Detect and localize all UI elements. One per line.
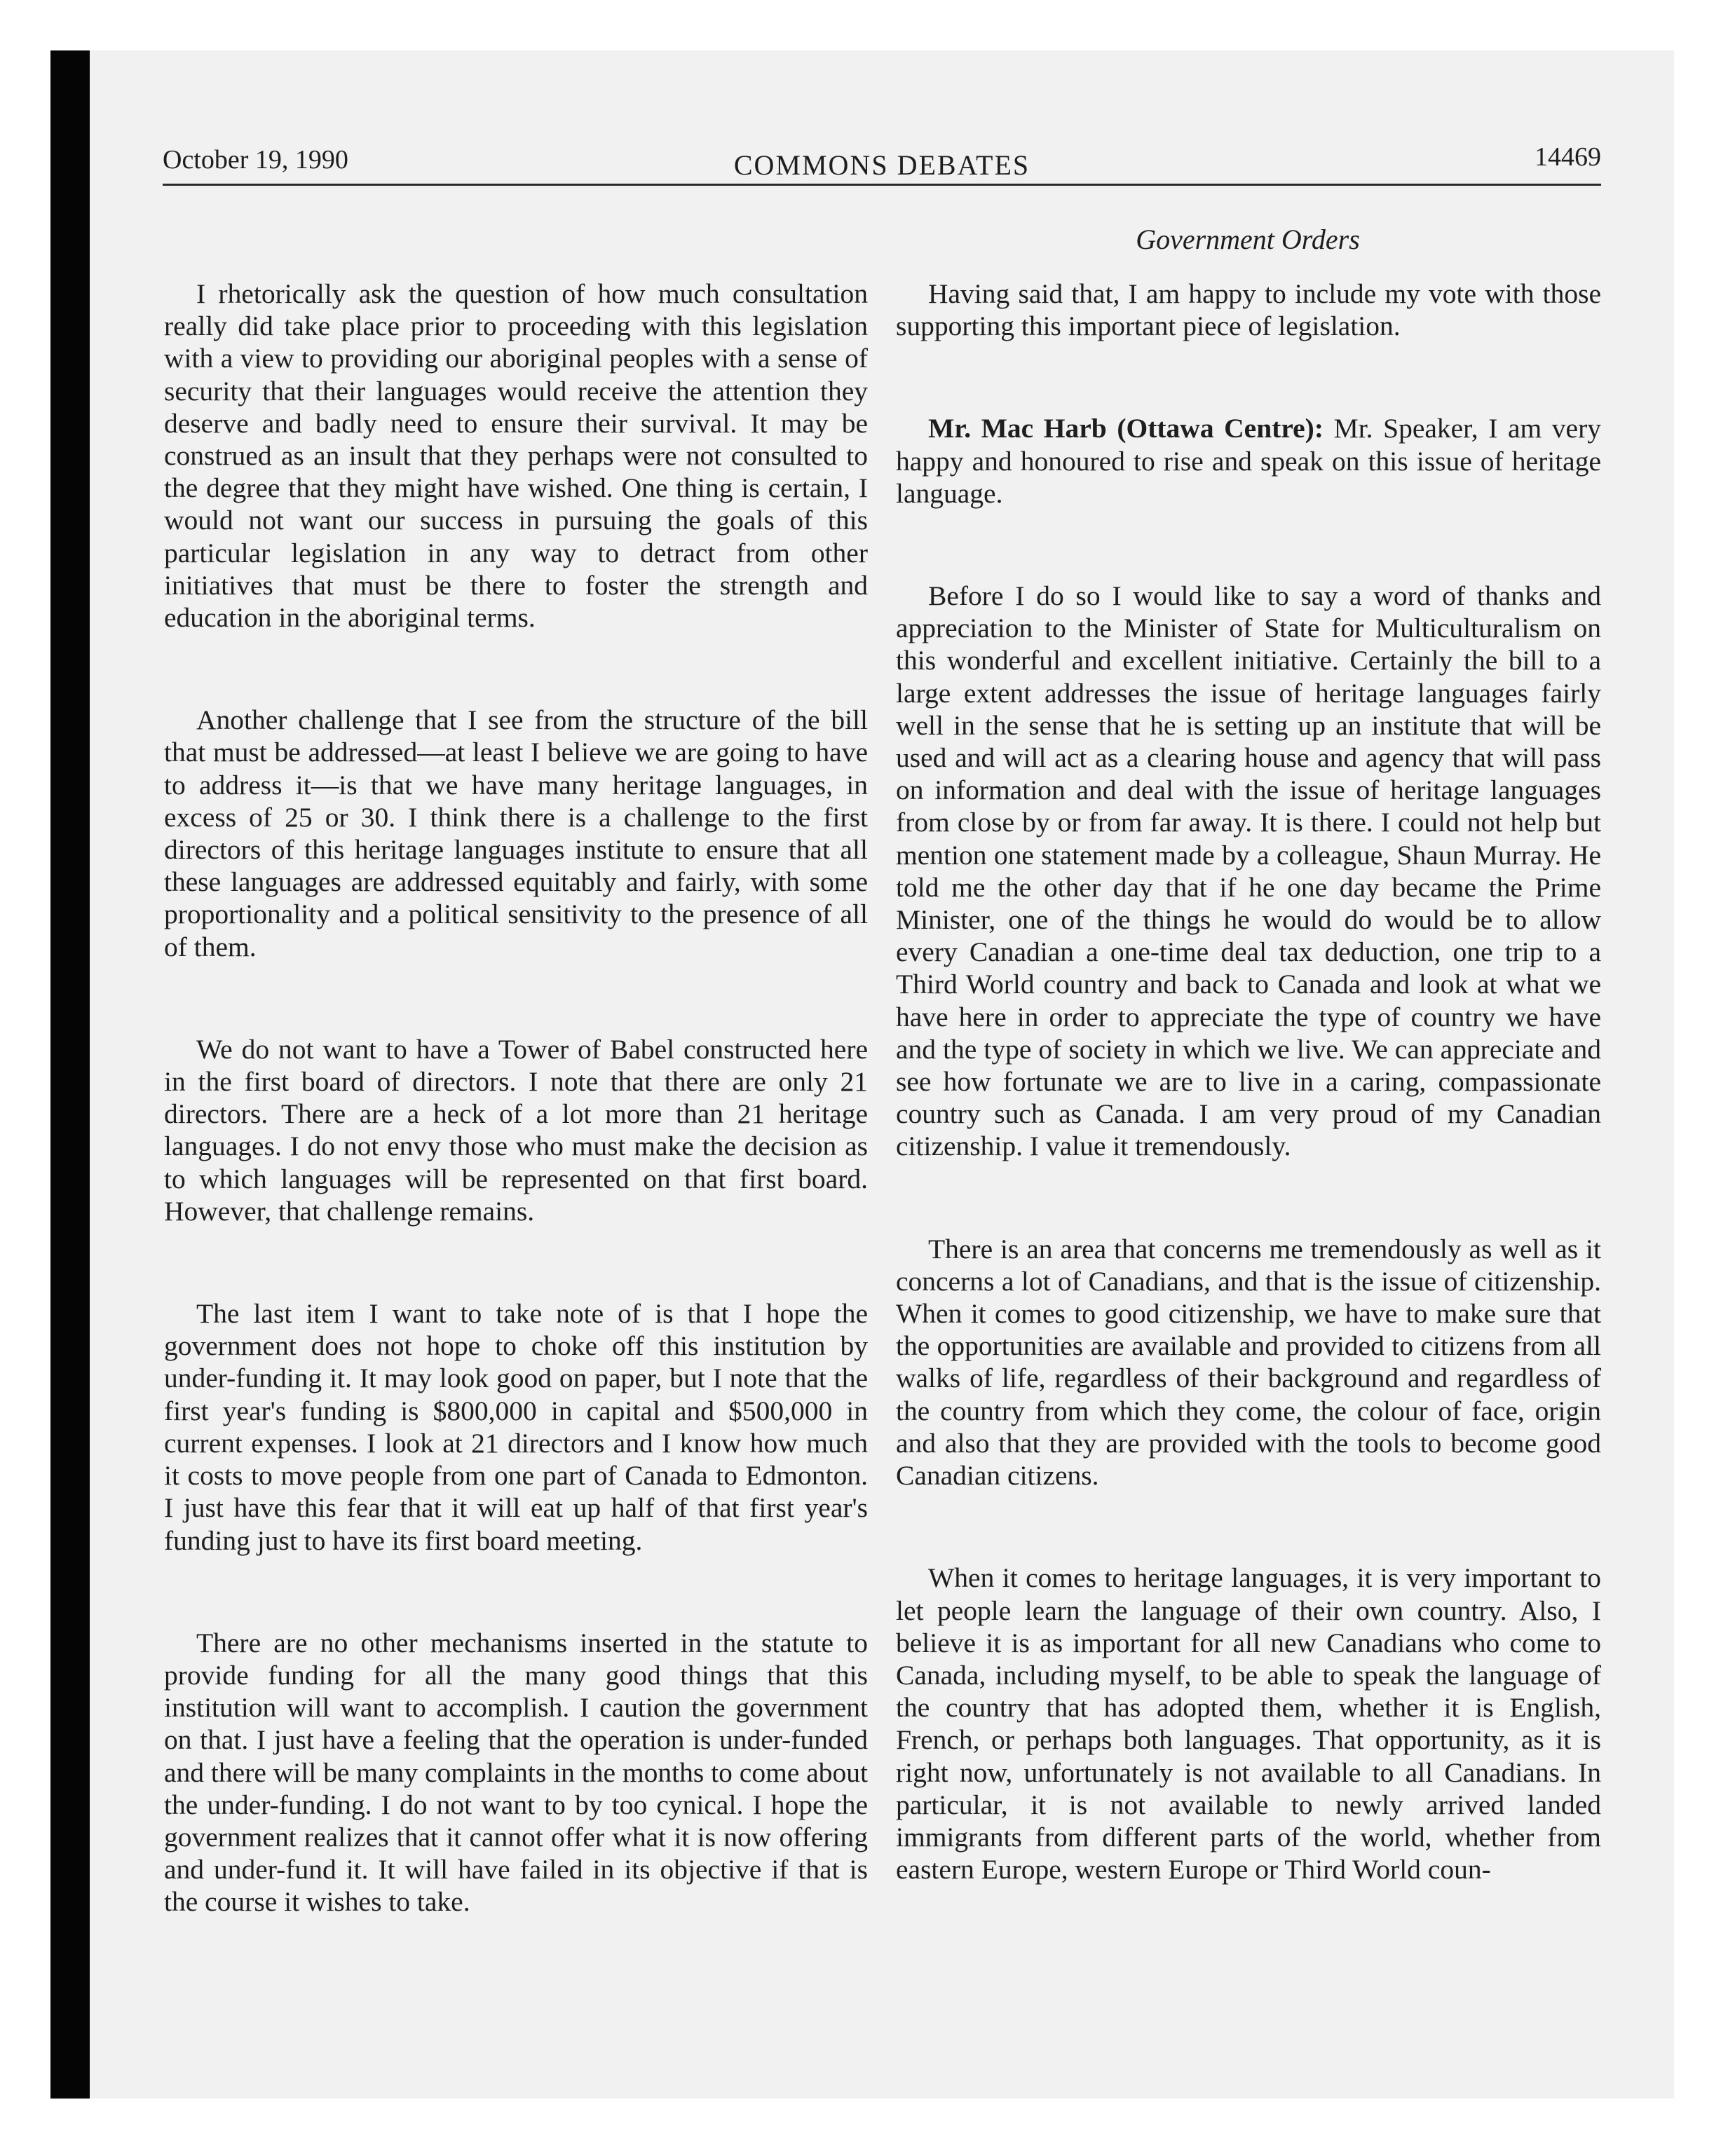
speaker-name: Mr. Mac Harb (Ottawa Centre): bbox=[928, 413, 1324, 444]
header-title: COMMONS DEBATES bbox=[733, 149, 1030, 181]
header-rule bbox=[163, 184, 1601, 186]
paragraph: When it comes to heritage languages, it is very important to let people learn the language of their own country. Also, I believe it is as important for all new Canadians who come to Canada, including myself, to be able to speak the language of the country that has adopted them, whether it is English, French, or perhaps both languages. That opportunity, as it is right now, unfortunately is not available to all Canadians. In particular, it is not available to newly arrived landed immigrants from different parts of the world, whether from eastern Europe, western Europe or Third World coun- bbox=[896, 1562, 1601, 1885]
paragraph: The last item I want to take note of is that I hope the government does not hope to choke off this institution by under-funding it. It may look good on paper, but I note that the first year's funding is $800,000 in capital and $500,000 in current expenses. I look at 21 directors and I know how much it costs to move people from one part of Canada to Edmonton. I just have this fear that it will eat up half of that first year's funding just to have its first board meeting. bbox=[164, 1298, 868, 1556]
page-header bbox=[163, 144, 1601, 186]
right-column bbox=[896, 278, 1601, 1885]
header-page-number: 14469 bbox=[1535, 142, 1601, 172]
paragraph: Having said that, I am happy to include my vote with those supporting this important piece of legislation. bbox=[896, 278, 1601, 342]
scan-left-edge bbox=[50, 50, 90, 2099]
speaker-paragraph bbox=[896, 412, 1601, 510]
left-column bbox=[164, 278, 868, 1918]
paragraph: Before I do so I would like to say a word of thanks and appreciation to the Minister of State for Multiculturalism on this wonderful and excellent initiative. Certainly the bill to a large extent addresses the issue of heritage languages fairly well in the sense that he is setting up an institute that will be used and will act as a clearing house and agency that will pass on information and deal with the issue of heritage languages from close by or from far away. It is there. I could not help but mention one statement made by a colleague, Shaun Murray. He told me the other day that if he one day became the Prime Minister, one of the things he would do would be to allow every Canadian a one-time deal tax deduction, one trip to a Third World country and back to Canada and look at what we have here in order to appreciate the type of country we have and the type of society in which we live. We can appreciate and see how fortunate we are to live in a caring, compassionate country such as Canada. I am very proud of my Canadian citizenship. I value it tremendously. bbox=[896, 580, 1601, 1162]
paragraph: We do not want to have a Tower of Babel constructed here in the first board of directors. I note that there are only 21 directors. There are a heck of a lot more than 21 heritage languages. I do not envy those who must make the decision as to which languages will be represented on that first board. However, that challenge remains. bbox=[164, 1033, 868, 1227]
header-date: October 19, 1990 bbox=[163, 145, 348, 175]
speaker-text: Mr. Speaker, I am very happy and honoured to rise and speak on this issue of heritage language. bbox=[896, 413, 1601, 509]
section-title: Government Orders bbox=[1136, 224, 1360, 255]
paragraph: There is an area that concerns me tremendously as well as it concerns a lot of Canadians, and that is the issue of citizenship. When it comes to good citizenship, we have to make sure that the opportunities are available and provided to citizens from all walks of life, regardless of their background and regardless of the country from which they come, the colour of face, origin and also that they are provided with the tools to become good Canadian citizens. bbox=[896, 1233, 1601, 1492]
paragraph: Another challenge that I see from the structure of the bill that must be addressed—at least I believe we are going to have to address it—is that we have many heritage languages, in excess of 25 or 30. I think there is a challenge to the first directors of this heritage languages institute to ensure that all these languages are addressed equitably and fairly, with some proportionality and a political sensitivity to the presence of all of them. bbox=[164, 704, 868, 962]
paragraph: I rhetorically ask the question of how much consultation really did take place prior to proceeding with this legislation with a view to providing our aboriginal peoples with a sense of security that their languages would receive the attention they deserve and badly need to ensure their survival. It may be construed as an insult that they perhaps were not consulted to the degree that they might have wished. One thing is certain, I would not want our success in pursuing the goals of this particular legislation in any way to detract from other initiatives that must be there to foster the strength and education in the aboriginal terms. bbox=[164, 278, 868, 634]
paragraph: There are no other mechanisms inserted in the statute to provide funding for all the many good things that this institution will want to accomplish. I caution the government on that. I just have a feeling that the operation is under-funded and there will be many complaints in the months to come about the under-funding. I do not want to by too cynical. I hope the government realizes that it cannot offer what it is now offering and under-fund it. It will have failed in its objective if that is the course it wishes to take. bbox=[164, 1627, 868, 1918]
